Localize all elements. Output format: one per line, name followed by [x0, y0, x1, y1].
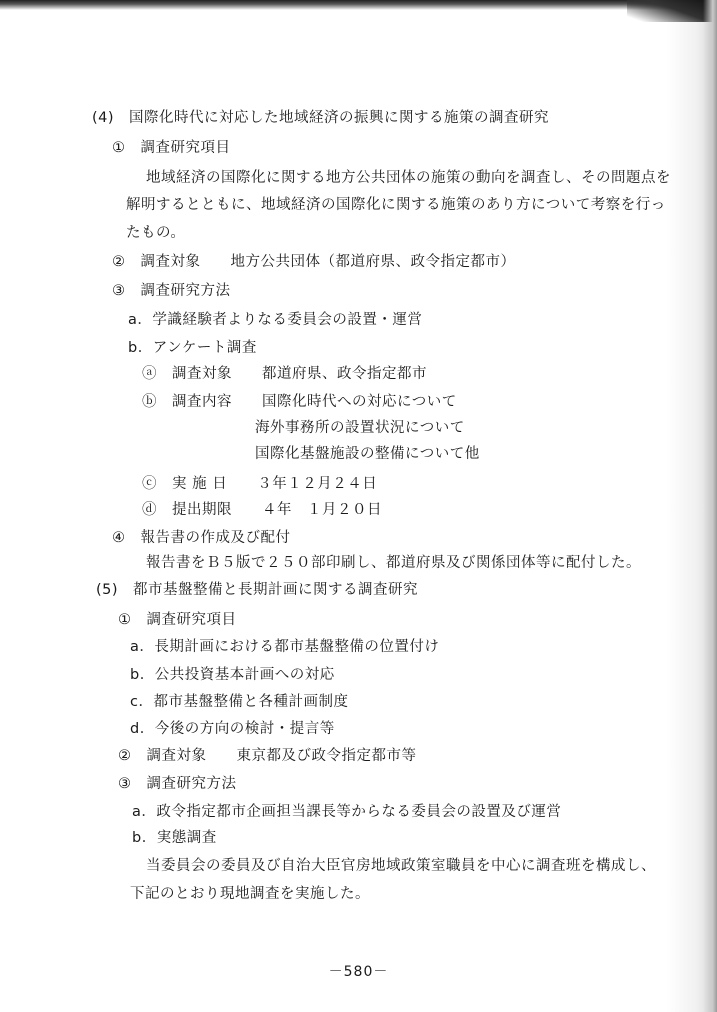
subheading-target: ② 調査対象 地方公共団体（都道府県、政令指定都市）	[112, 254, 516, 270]
subheading-target: ② 調査対象 東京都及び政令指定都市等	[118, 748, 417, 764]
list-item: a．長期計画における都市基盤整備の位置付け	[130, 639, 440, 655]
subheading-method: ③ 調査研究方法	[118, 776, 237, 792]
scan-top-shadow	[0, 0, 717, 10]
list-item: c．都市基盤整備と各種計画制度	[130, 694, 349, 710]
survey-detail: ⓒ 実 施 日 ３年１２月２４日	[142, 476, 378, 492]
subheading-research-items: ① 調査研究項目	[112, 140, 231, 156]
list-item: d．今後の方向の検討・提言等	[130, 721, 335, 737]
survey-detail: ⓐ 調査対象 都道府県、政令指定都市	[142, 366, 427, 382]
list-item: a．政令指定都市企画担当課長等からなる委員会の設置及び運営	[132, 804, 562, 820]
list-item: b．公共投資基本計画への対応	[130, 667, 335, 683]
survey-detail-continued: 国際化基盤施設の整備について他	[255, 446, 480, 462]
section-heading-5: (5) 都市基盤整備と長期計画に関する調査研究	[96, 582, 419, 598]
section-heading-4: (4) 国際化時代に対応した地域経済の振興に関する施策の調査研究	[92, 110, 550, 126]
paragraph-line: 当委員会の委員及び自治大臣官房地域政策室職員を中心に調査班を構成し、	[146, 858, 656, 874]
list-item: b．実態調査	[132, 830, 217, 846]
page-number: －580－	[328, 964, 389, 980]
scan-right-edge	[703, 0, 717, 1012]
paragraph-line: たもの。	[126, 225, 186, 241]
subheading-report: ④ 報告書の作成及び配付	[112, 530, 291, 546]
paragraph-line: 解明するとともに、地域経済の国際化に関する施策のあり方について考察を行っ	[126, 197, 666, 213]
subheading-method: ③ 調査研究方法	[112, 283, 231, 299]
survey-detail: ⓑ 調査内容 国際化時代への対応について	[142, 394, 457, 410]
paragraph-line: 下記のとおり現地調査を実施した。	[130, 886, 370, 902]
survey-detail-continued: 海外事務所の設置状況について	[255, 420, 465, 436]
paragraph-line: 報告書をＢ５版で２５０部印刷し、都道府県及び関係団体等に配付した。	[146, 555, 641, 571]
list-item: a．学識経験者よりなる委員会の設置・運営	[128, 312, 423, 328]
paragraph-line: 地域経済の国際化に関する地方公共団体の施策の動向を調査し、その問題点を	[146, 170, 671, 186]
list-item: b．アンケート調査	[128, 340, 257, 356]
survey-detail: ⓓ 提出期限 ４年 １月２０日	[142, 502, 382, 518]
subheading-research-items: ① 調査研究項目	[118, 612, 237, 628]
